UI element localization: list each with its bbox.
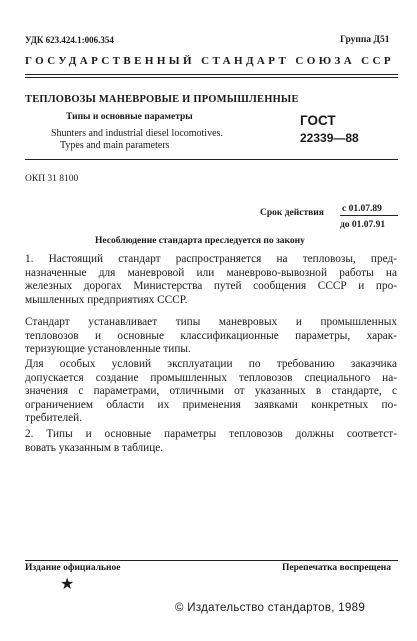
paragraph-line: 2. Типы и основные параметры тепловозов должны соответст-: [25, 428, 397, 440]
paragraph-line: требителей.: [25, 412, 83, 424]
validity-label: Срок действия: [260, 208, 324, 218]
udc-code: УДК 623.424.1:006.354: [25, 35, 114, 45]
paragraph-line: Для особых условий эксплуатации по требованию заказчика: [25, 358, 397, 370]
paragraph-line: ограничением области их применения заявками конкретных по-: [25, 398, 397, 411]
copyright-notice: © Издательство стандартов, 1989: [175, 602, 366, 614]
paragraph-line: вовать указанным в таблице.: [25, 441, 164, 454]
paragraph-2: [25, 316, 397, 357]
validity-to-date: до 01.07.91: [340, 220, 386, 230]
validity-from-date: с 01.07.89: [342, 204, 382, 214]
paragraph-4: [25, 428, 397, 455]
paragraph-line: значения с параметрами, отличными от указанных в стандарте, с: [25, 385, 397, 397]
okp-code: ОКП 31 8100: [25, 174, 79, 184]
group-code: Группа Д51: [340, 35, 390, 45]
paragraph-line: Стандарт устанавливает типы маневровых и промышленных: [25, 316, 397, 328]
document-subtitle: Типы и основные параметры: [66, 112, 193, 122]
state-standard-heading: ГОСУДАРСТВЕННЫЙ СТАНДАРТ СОЮЗА ССР: [25, 55, 394, 67]
legal-notice: Несоблюдение стандарта преследуется по закону: [95, 236, 305, 246]
header-rule-second: [25, 77, 398, 78]
paragraph-line: мышленных предприятиях СССР.: [25, 293, 188, 306]
paragraph-line: теризующие установленные типы.: [25, 343, 191, 355]
footer-rule: [25, 560, 398, 561]
title-rule: [25, 159, 398, 160]
edition-label: Издание официальное: [25, 563, 121, 573]
star-icon: ★: [60, 574, 75, 593]
document-title: ТЕПЛОВОЗЫ МАНЕВРОВЫЕ И ПРОМЫШЛЕННЫЕ: [25, 94, 299, 105]
paragraph-line: назначенные для маневровой или маневрово-вывозной работы на: [25, 266, 397, 279]
paragraph-3: [25, 358, 397, 426]
english-title-line-2: Types and main parameters: [60, 140, 170, 151]
paragraph-line: 1. Настоящий стандарт распространяется на тепловозы, пред-: [25, 253, 397, 265]
paragraph-1: [25, 253, 397, 307]
header-rule: [25, 74, 398, 75]
paragraph-line: железных дорогах Министерства путей сообщения СССР и про-: [25, 280, 397, 292]
gost-label: ГОСТ: [300, 113, 336, 128]
validity-divider: [340, 215, 398, 216]
reprint-notice: Перепечатка воспрещена: [282, 563, 392, 573]
gost-number: 22339—88: [300, 131, 359, 145]
paragraph-line: тепловозов и основные классификационные параметры, харак-: [25, 329, 397, 342]
paragraph-line: допускается создание промышленных тепловозов специального на-: [25, 371, 397, 384]
english-title-line-1: Shunters and industrial diesel locomotives.: [51, 128, 223, 139]
